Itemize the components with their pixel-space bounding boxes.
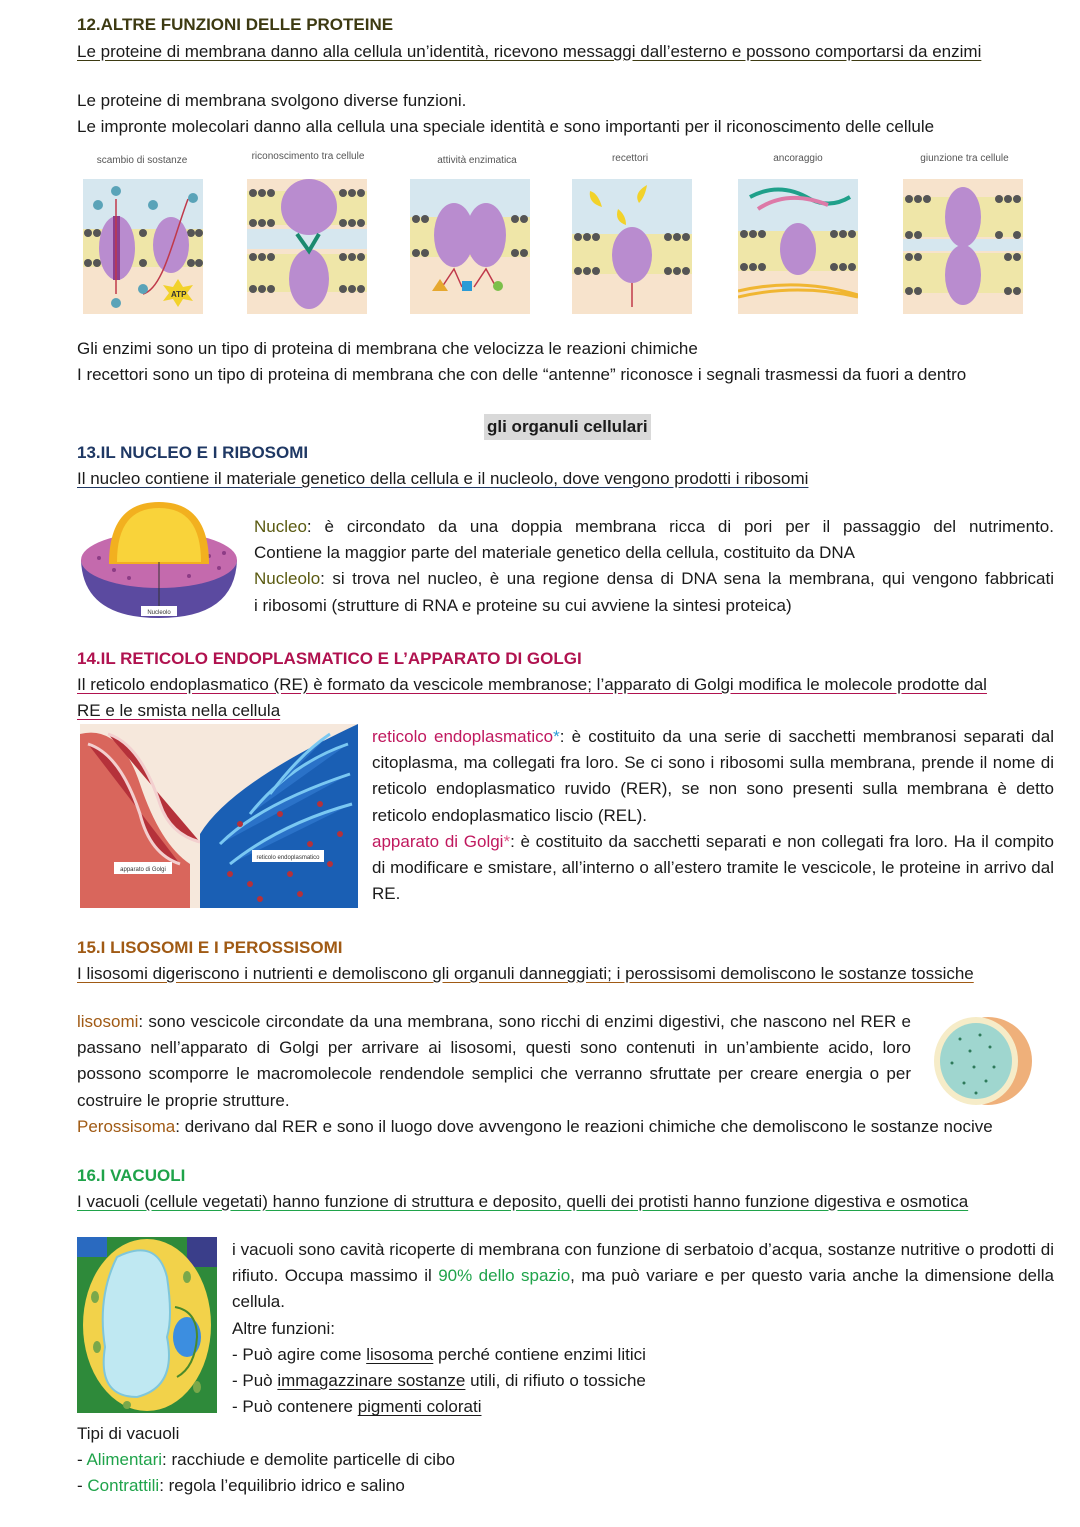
section-12-text-2: Le impronte molecolari danno alla cellula una speciale identità e sono importanti per il riconoscimento delle cellule bbox=[77, 117, 935, 136]
highlight-90-percent: 90% dello spazio bbox=[438, 1266, 571, 1286]
figure-caption: ancoraggio bbox=[773, 153, 823, 164]
other-functions-title: Altre funzioni: bbox=[232, 1318, 335, 1338]
term-lisosomi: lisosomi bbox=[77, 1012, 139, 1031]
section-15-summary: I lisosomi digeriscono i nutrienti e demoliscono gli organuli danneggiati; i perossisomi demoliscono le sostanze tossiche bbox=[77, 964, 974, 983]
section-15-title: 15.I LISOSOMI E I PEROSSISOMI bbox=[77, 938, 343, 957]
nucleus-illustration bbox=[79, 498, 239, 620]
list-item: - Può contenere pigmenti colorati bbox=[232, 1397, 482, 1417]
er-golgi-illustration bbox=[80, 724, 358, 908]
section-12-text-3: Gli enzimi sono un tipo di proteina di membrana che velocizza le reazioni chimiche bbox=[77, 339, 698, 358]
cell-recognition-illustration bbox=[247, 179, 367, 314]
plant-cell-vacuole-illustration bbox=[77, 1237, 217, 1413]
section-12-summary: Le proteine di membrana danno alla cellula un’identità, ricevono messaggi dall’esterno e possono comportarsi da enzimi bbox=[77, 42, 982, 61]
enzyme-activity-illustration bbox=[410, 179, 530, 314]
list-item: - Può immagazzinare sostanze utili, di rifiuto o tossiche bbox=[232, 1371, 646, 1391]
anchoring-illustration bbox=[738, 179, 858, 314]
figure-caption: riconoscimento tra cellule bbox=[251, 151, 365, 162]
lysosome-illustration bbox=[930, 1015, 1034, 1107]
figure-caption: recettori bbox=[611, 153, 649, 164]
section-13-summary: Il nucleo contiene il materiale genetico della cellula e il nucleolo, dove vengono prodotti i ribosomi bbox=[77, 469, 809, 488]
term-nucleolo: Nucleolo bbox=[254, 569, 321, 589]
svg-text:Nucleolo: Nucleolo bbox=[147, 610, 171, 616]
list-item: - Alimentari: racchiude e demolite particelle di cibo bbox=[77, 1450, 455, 1469]
figure-caption: attività enzimatica bbox=[437, 155, 517, 166]
section-15-lisosomi-text: lisosomi: sono vescicole circondate da una membrana, sono ricchi di enzimi digestivi, che nascono nel RER e passano nell’apparato di Golgi per arrivare ai lisosomi, questi sono contenuti in un’ambiente acido, loro possono scomporre le macromolecole rendendole semplici che verranno sfruttate per creare energia o per costruire le proprie strutture. bbox=[77, 1012, 911, 1110]
section-16-body: i vacuoli sono cavità ricoperte di membrana con funzione di serbatoio d’acqua, sostanze nutritive o prodotti di rifiuto. Occupa massimo il 90% dello spazio, ma può variare e per questo varia anche la dimensione della cellula. Altre funzioni: - Può agire come lisosoma perché contiene enzimi litici - Può immagazzinare sostanze utili, di rifiuto o tossiche - Può contenere pigmenti colorati bbox=[232, 1237, 1054, 1420]
section-14-summary-1: Il reticolo endoplasmatico (RE) è formato da vescicole membranose; l’apparato di Golgi modifica le molecole prodotte dal bbox=[77, 675, 987, 694]
term-contrattili: Contrattili bbox=[87, 1476, 160, 1495]
svg-text:reticolo endoplasmatico: reticolo endoplasmatico bbox=[256, 855, 320, 861]
term-nucleo: Nucleo bbox=[254, 517, 307, 536]
section-14-body: reticolo endoplasmatico*: è costituito da una serie di sacchetti membranosi separati dal citoplasma, ma collegati fra loro. Se ci sono i ribosomi sulla membrana, prende il nome di reticolo endoplasmatico ruvido (RER), se non sono presenti sulla membrana è detto reticolo endoplasmatico liscio (REL). apparato di Golgi*: è costituito da sacchetti separati e non collegati fra loro. Ha il compito di modificare e smistare, all’interno o all’estero tramite le vescicole, le proteine in arrivo dal RE. bbox=[372, 727, 1054, 904]
term-golgi: apparato di Golgi bbox=[372, 831, 504, 851]
term-alimentari: Alimentari bbox=[86, 1450, 163, 1469]
svg-text:apparato di Golgi: apparato di Golgi bbox=[120, 867, 166, 873]
svg-text:ATP: ATP bbox=[171, 290, 187, 299]
list-item: - Può agire come lisosoma perché contiene enzimi litici bbox=[232, 1344, 646, 1364]
list-item: - Contrattili: regola l’equilibrio idrico e salino bbox=[77, 1476, 405, 1495]
section-12-text-4: I recettori sono un tipo di proteina di membrana che con delle “antenne” riconosce i segnali trasmessi da fuori a dentro bbox=[77, 365, 967, 384]
term-reticolo: reticolo endoplasmatico bbox=[372, 727, 554, 746]
cell-junction-illustration bbox=[903, 179, 1023, 314]
receptors-illustration bbox=[572, 179, 692, 314]
section-12-title: 12.ALTRE FUNZIONI DELLE PROTEINE bbox=[77, 15, 394, 34]
section-14-title: 14.IL RETICOLO ENDOPLASMATICO E L’APPARATO DI GOLGI bbox=[77, 649, 582, 668]
section-14-summary-2: RE e le smista nella cellula bbox=[77, 701, 281, 720]
section-16-title: 16.I VACUOLI bbox=[77, 1166, 186, 1185]
figure-caption: scambio di sostanze bbox=[96, 155, 188, 166]
section-13-title: 13.IL NUCLEO E I RIBOSOMI bbox=[77, 443, 309, 462]
section-13-body: Nucleo: è circondato da una doppia membrana ricca di pori per il passaggio del nutrimento. Contiene la maggior parte del materiale genetico della cellula, costituito da DNA Nucleolo: si trova nel nucleo, è una regione densa di DNA sena la membrana, qui vengono fabbricati i ribosomi (strutture di RNA e proteine su cui avviene la sintesi proteica) bbox=[254, 517, 1054, 615]
figure-caption: giunzione tra cellule bbox=[920, 153, 1009, 164]
section-16-summary: I vacuoli (cellule vegetati) hanno funzione di struttura e deposito, quelli dei protisti hanno funzione digestiva e osmotica bbox=[77, 1192, 969, 1211]
section-12-text-1: Le proteine di membrana svolgono diverse funzioni. bbox=[77, 91, 467, 110]
substance-exchange-illustration bbox=[83, 179, 203, 314]
section-15-perossisoma-text: Perossisoma: derivano dal RER e sono il luogo dove avvengono le reazioni chimiche che demoliscono le sostanze nocive bbox=[77, 1117, 993, 1136]
term-perossisoma: Perossisoma bbox=[77, 1117, 176, 1136]
chapter-title: gli organuli cellulari bbox=[484, 414, 651, 440]
vacuole-types-title: Tipi di vacuoli bbox=[77, 1424, 180, 1443]
